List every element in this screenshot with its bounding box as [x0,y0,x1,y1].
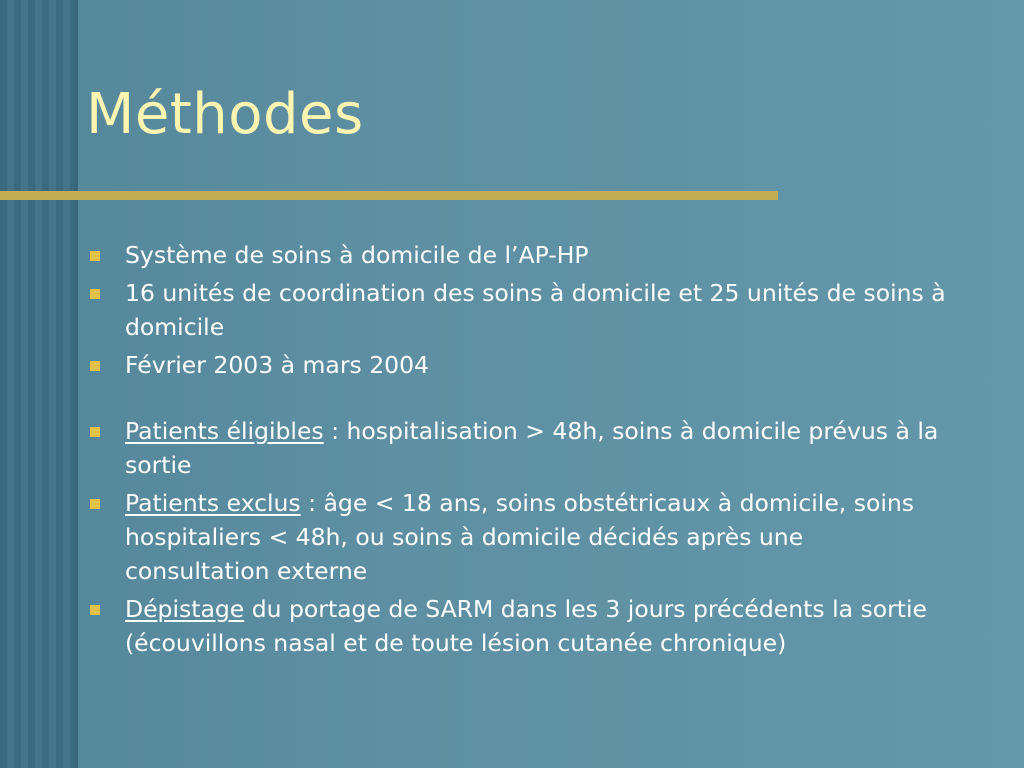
bullet-text: : hospitalisation > 48h, soins à domicile prévus à la sortie [125,417,939,479]
square-bullet-icon [90,427,100,437]
bullet-text: Février 2003 à mars 2004 [125,351,429,379]
bullet-item [88,414,948,482]
slide-title: Méthodes [86,82,364,147]
bullet-text: du portage de SARM dans les 3 jours précédents la sortie (écouvillons nasal et de toute lésion cutanée chronique) [125,595,927,657]
bullet-term: Patients exclus [125,489,301,517]
bullet-term: Patients éligibles [125,417,324,445]
square-bullet-icon [90,605,100,615]
title-divider [0,191,778,200]
square-bullet-icon [90,499,100,509]
bullet-item [88,592,948,660]
bullet-list [88,238,948,664]
square-bullet-icon [90,251,100,261]
bullet-item [88,276,948,344]
bullet-text: : âge < 18 ans, soins obstétricaux à domicile, soins hospitaliers < 48h, ou soins à domicile décidés après une consultation externe [125,489,915,585]
bullet-text: 16 unités de coordination des soins à domicile et 25 unités de soins à domicile [125,279,946,341]
bullet-item [88,348,948,382]
bullet-item [88,486,948,588]
bullet-term: Dépistage [125,595,245,623]
bullet-text: Système de soins à domicile de l’AP-HP [125,241,589,269]
square-bullet-icon [90,289,100,299]
bullet-item [88,238,948,272]
square-bullet-icon [90,361,100,371]
decorative-stripes [0,0,78,768]
